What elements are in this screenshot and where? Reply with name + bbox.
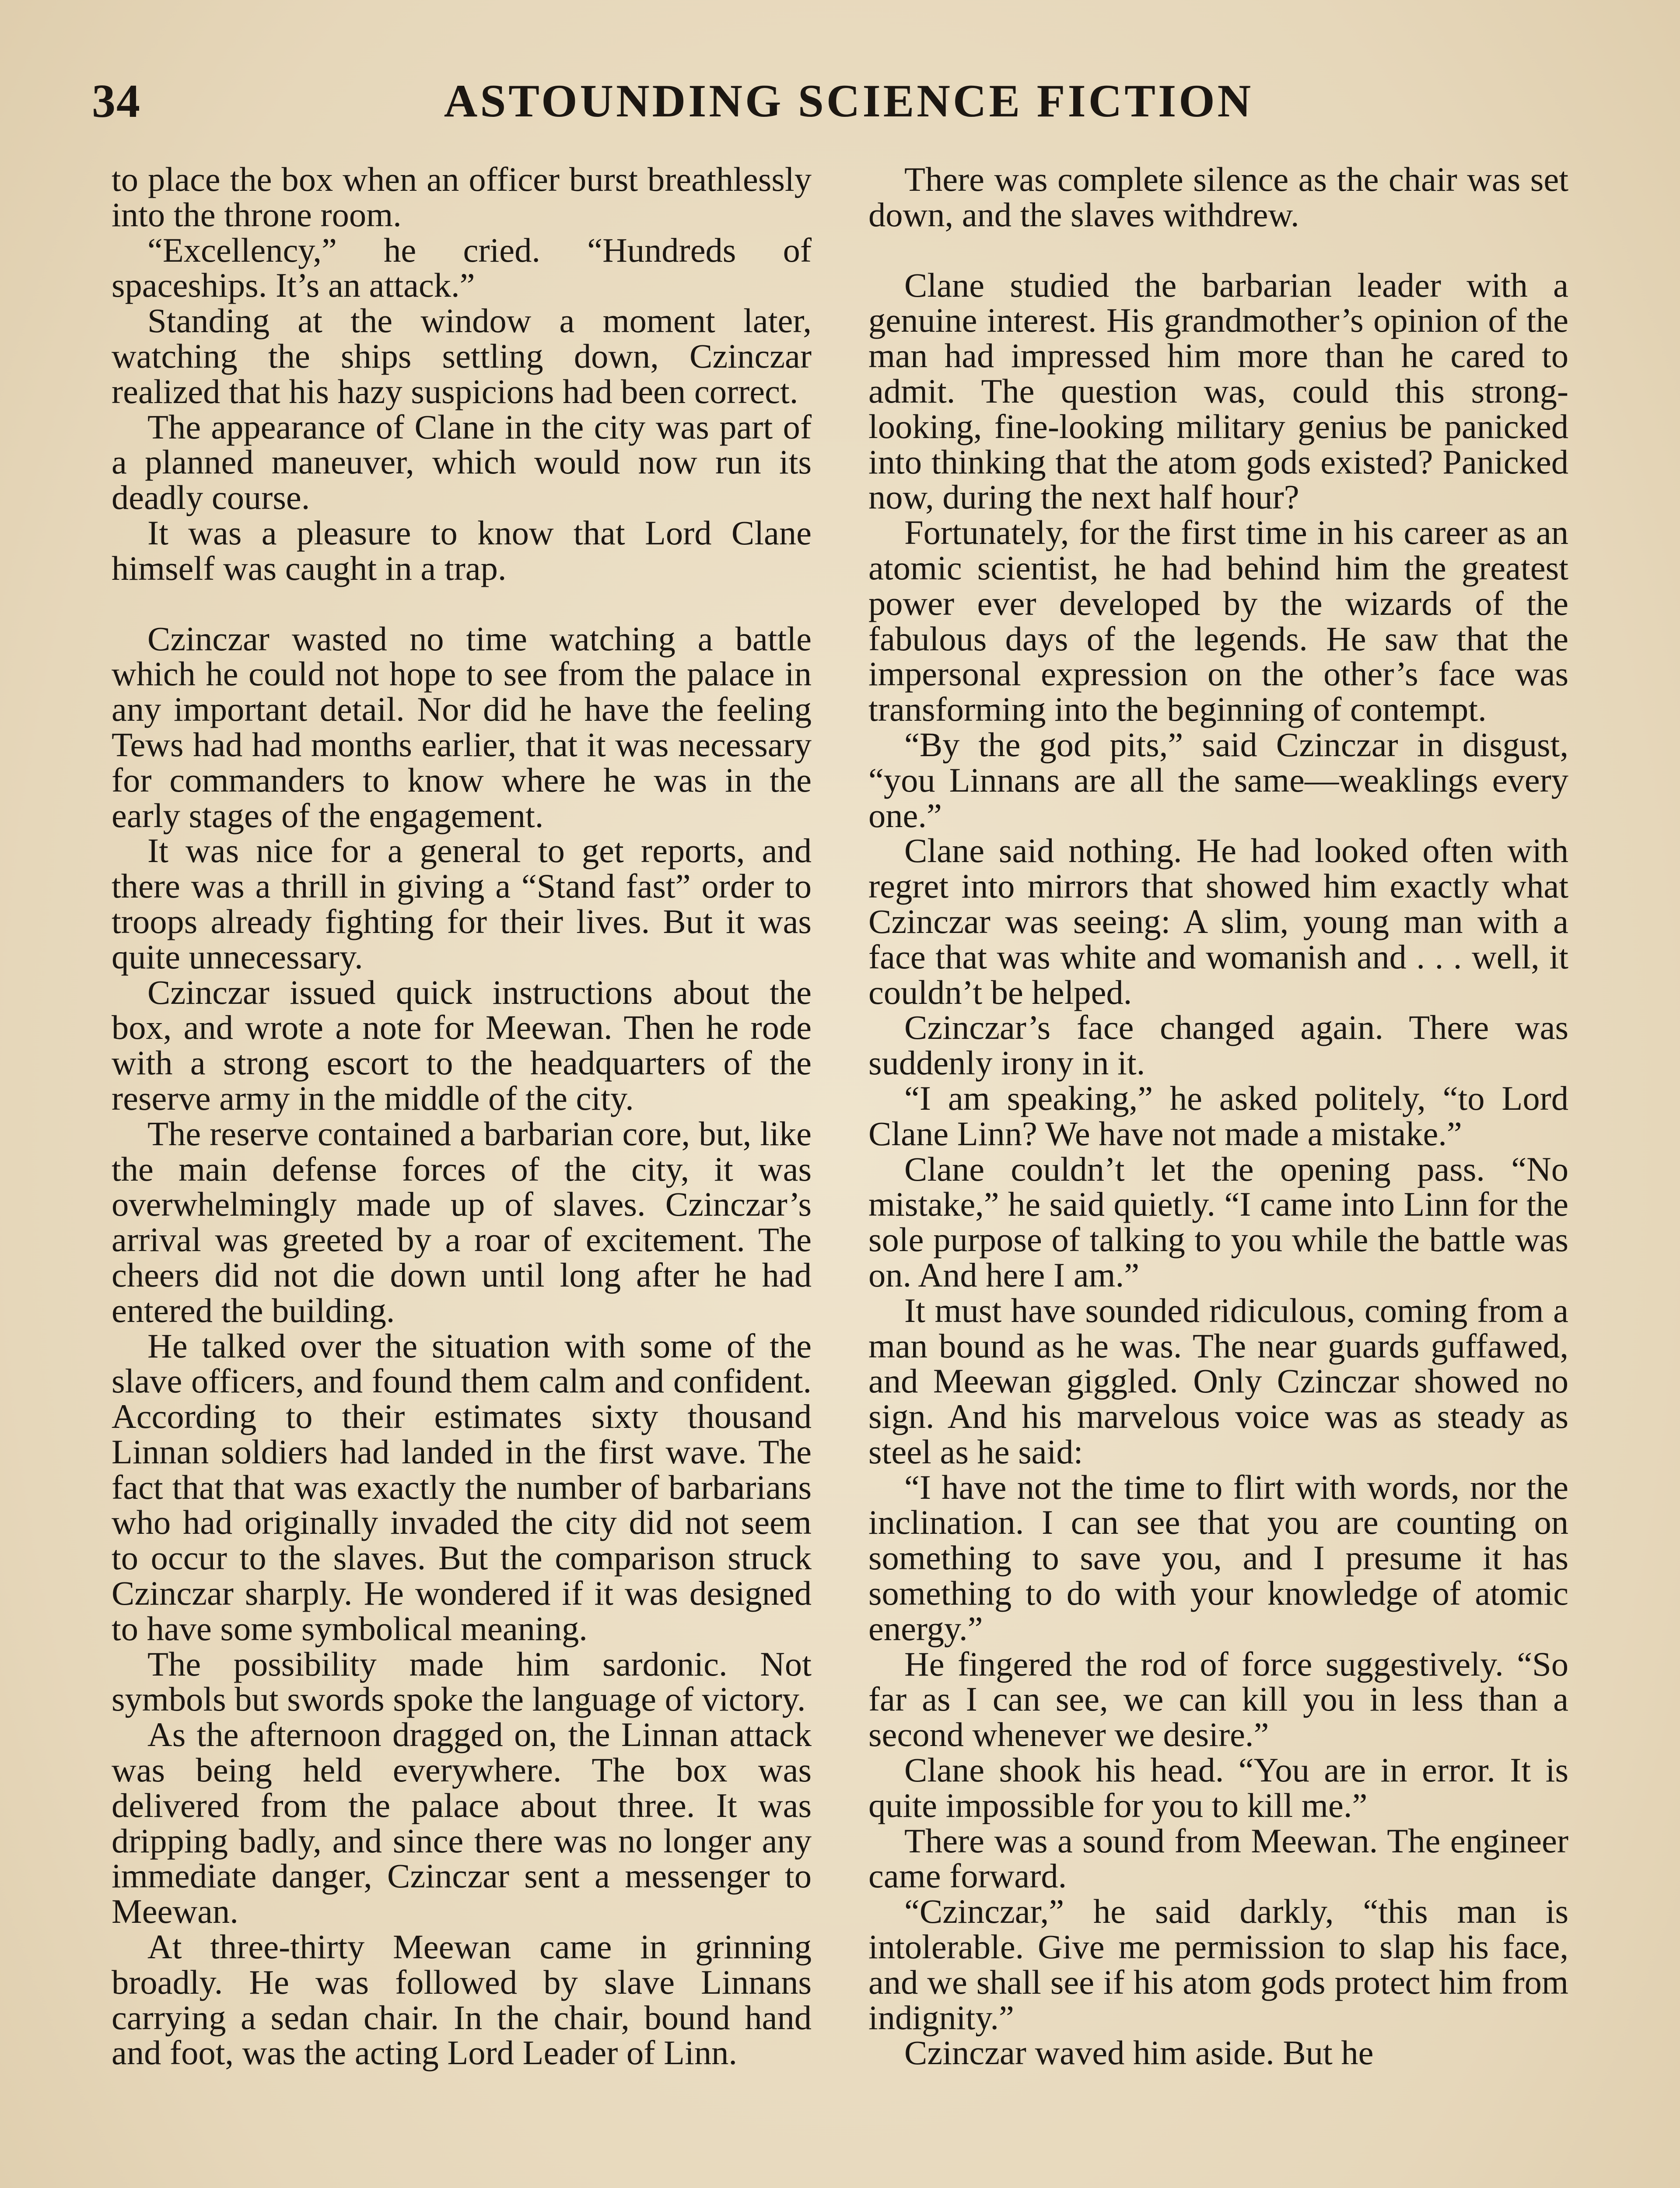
paragraph: It was a pleasure to know that Lord Clane himself was caught in a trap. xyxy=(112,513,812,587)
paragraph: There was complete silence as the chair was set down, and the slaves withdrew. xyxy=(868,162,1568,234)
paragraph: He talked over the situation with some of the slave officers, and found them calm and confident. According to their estimates sixty thousand Linnan soldiers had landed in the first wave. The fact that that was exactly the number of barbarians who had originally invaded the city did not seem to occur to the slaves. But the comparison struck Czinczar sharply. He wondered if it was designed to have some symbolical meaning. xyxy=(112,1326,812,1648)
paragraph: It must have sounded ridiculous, coming from a man bound as he was. The near guards guffawed, and Meewan giggled. Only Czinczar showed no sign. And his marvelous voice was as steady as steel as he said: xyxy=(868,1291,1568,1471)
paragraph: Clane said nothing. He had looked often with regret into mirrors that showed him exactly what Czinczar was seeing: A slim, young man with a face that was white and womanish and . . . well, it couldn’t be helped. xyxy=(868,831,1568,1011)
paragraph: “Excellency,” he cried. “Hundreds of spaceships. It’s an attack.” xyxy=(112,231,812,305)
paragraph: Fortunately, for the first time in his career as an atomic scientist, he had behind him the greatest power ever developed by the wizards of the fabulous days of the legends. He saw that the impersonal expression on the other’s face was transforming into the beginning of contempt. xyxy=(868,513,1568,729)
paragraph: The reserve contained a barbarian core, but, like the main defense forces of the city, it was overwhelmingly made up of slaves. Czinczar’s arrival was greeted by a roar of excitement. The cheers did not die down until long after he had entered the building. xyxy=(112,1114,812,1329)
paragraph: The appearance of Clane in the city was part of a planned maneuver, which would now run its deadly course. xyxy=(112,407,812,517)
paragraph: Czinczar’s face changed again. There was suddenly irony in it. xyxy=(868,1008,1568,1082)
paragraph: Czinczar issued quick instructions about the box, and wrote a note for Meewan. Then he rode with a strong escort to the headquarters of the reserve army in the middle of the city. xyxy=(112,973,812,1117)
page-number: 34 xyxy=(92,75,141,127)
paragraph: He fingered the rod of force suggestively. “So far as I can see, we can kill you in less than a second whenever we desire.” xyxy=(868,1645,1568,1754)
paragraph: Czinczar waved him aside. But he xyxy=(904,2034,1374,2072)
paragraph: Clane shook his head. “You are in error. It is quite impossible for you to kill me.” xyxy=(868,1751,1568,1824)
paragraph: The possibility made him sardonic. Not symbols but swords spoke the language of victory. xyxy=(112,1645,812,1718)
paragraph: Clane couldn’t let the opening pass. “No mistake,” he said quietly. “I came into Linn for the sole purpose of talking to you while the battle was on. And here I am.” xyxy=(868,1150,1568,1294)
right-column xyxy=(868,162,1568,2188)
paragraph: “I have not the time to flirt with words, nor the inclination. I can see that you are counting on something to save you, and I presume it has something to do with your knowledge of atomic energy.” xyxy=(868,1468,1568,1648)
paragraph: At three-thirty Meewan came in grinning broadly. He was followed by slave Linnans carrying a sedan chair. In the chair, bound hand and foot, was the acting Lord Leader of Linn. xyxy=(112,1928,812,2072)
paragraph: There was a sound from Meewan. The engineer came forward. xyxy=(868,1821,1568,1895)
left-column xyxy=(112,162,812,2188)
running-title: ASTOUNDING SCIENCE FICTION xyxy=(444,75,1254,126)
page-header xyxy=(92,74,1606,140)
paragraph: “Czinczar,” he said darkly, “this man is intolerable. Give me permission to slap his face, and we shall see if his atom gods protect him from indignity.” xyxy=(868,1892,1568,2037)
paragraph: It was nice for a general to get reports, and there was a thrill in giving a “Stand fast” order to troops already fighting for their lives. But it was quite unnecessary. xyxy=(112,831,812,976)
paragraph: “By the god pits,” said Czinczar in disgust, “you Linnans are all the same—weaklings every one.” xyxy=(868,725,1568,835)
paragraph: Standing at the window a moment later, watching the ships settling down, Czinczar realized that his hazy suspicions had been correct. xyxy=(112,302,812,410)
paragraph: Clane studied the barbarian leader with a genuine interest. His grandmother’s opinion of the man had impressed him more than he cared to admit. The question was, could this strong-looking, fine-looking military genius be panicked into thinking that the atom gods existed? Panicked now, during the next half hour? xyxy=(868,266,1568,516)
paragraph: “I am speaking,” he asked politely, “to Lord Clane Linn? We have not made a mistake.” xyxy=(868,1079,1568,1153)
paragraph: to place the box when an officer burst breathlessly into the throne room. xyxy=(112,162,812,234)
paragraph: Czinczar wasted no time watching a battle which he could not hope to see from the palace in any important detail. Nor did he have the feeling Tews had had months earlier, that it was necessary for commanders to know where he was in the early stages of the engagement. xyxy=(112,619,812,835)
paragraph: As the afternoon dragged on, the Linnan attack was being held everywhere. The box was delivered from the palace about three. It was dripping badly, and since there was no longer any immediate danger, Czinczar sent a messenger to Meewan. xyxy=(112,1715,812,1931)
